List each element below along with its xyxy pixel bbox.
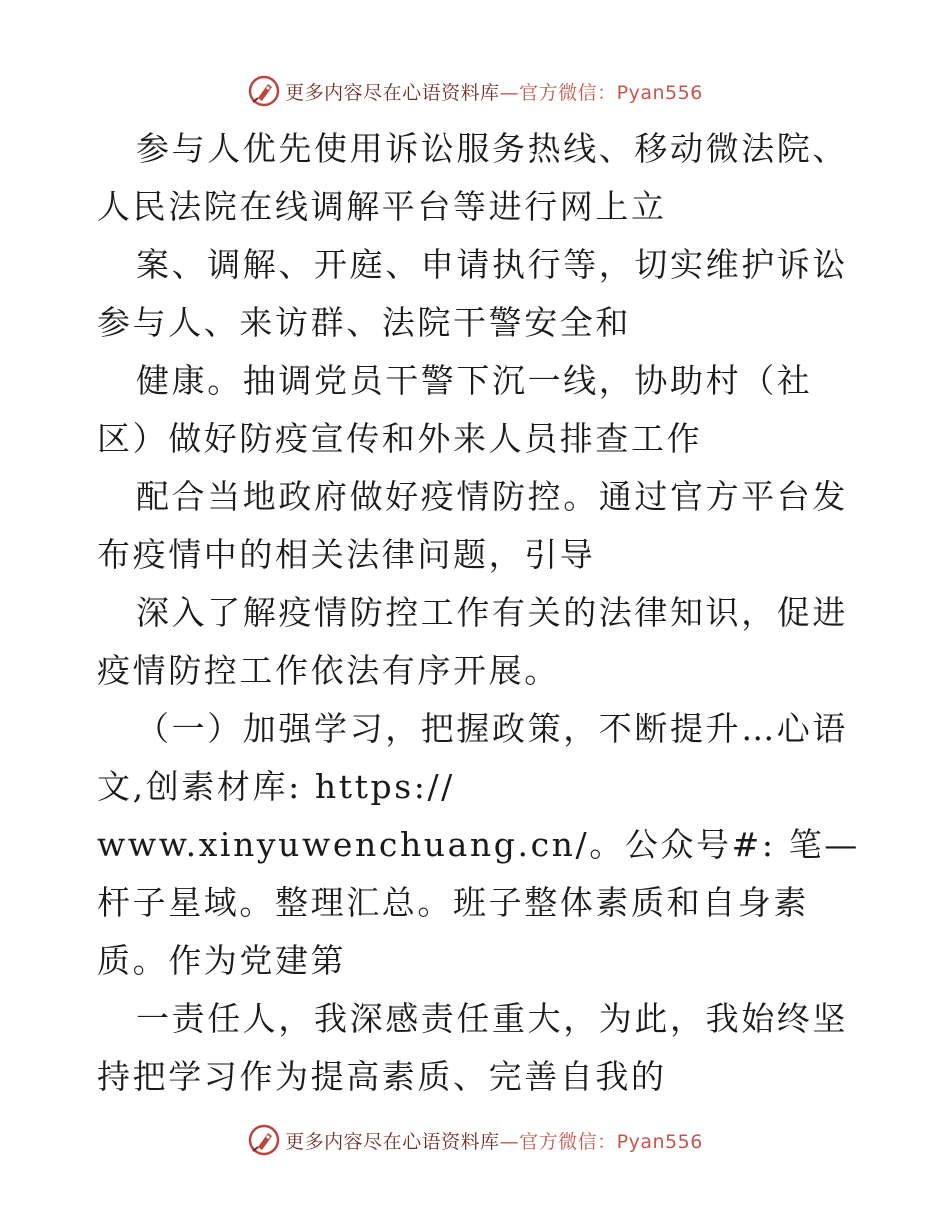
paragraph: 深入了解疫情防控工作有关的法律知识，促进疫情防控工作依法有序开展。 (97, 593, 848, 690)
paragraph: （一）加强学习，把握政策，不断提升…心语文,创素材库: https:// www.xinyuwenchuang.cn/。公众号#: 笔—杆子星域。整理汇总。班子整体素质和自身素质。作为党建第 (97, 709, 860, 980)
paragraph: 配合当地政府做好疫情防控。通过官方平台发布疫情中的相关法律问题，引导 (97, 477, 848, 574)
document-body (97, 120, 867, 1106)
paragraph: 健康。抽调党员干警下沉一线，协助村（社区）做好防疫宣传和外来人员排查工作 (97, 361, 813, 458)
header-watermark (0, 71, 950, 111)
watermark-text (285, 1127, 703, 1154)
watermark-text-part2: —官方微信：Pyan556 (499, 81, 703, 104)
watermark-text-part2: —官方微信：Pyan556 (499, 1130, 703, 1153)
watermark-text-part1: 更多内容尽在心语资料库 (285, 1130, 500, 1153)
pen-nib-logo-icon (247, 74, 281, 108)
paragraph: 一责任人，我深感责任重大，为此，我始终坚持把学习作为提高素质、完善自我的 (97, 999, 848, 1096)
pen-nib-logo-icon (247, 1123, 281, 1157)
paragraph: 案、调解、开庭、申请执行等，切实维护诉讼参与人、来访群、法院干警安全和 (97, 245, 848, 342)
watermark-text (285, 78, 703, 105)
watermark-text-part1: 更多内容尽在心语资料库 (285, 81, 500, 104)
footer-watermark (0, 1120, 950, 1160)
paragraph: 参与人优先使用诉讼服务热线、移动微法院、人民法院在线调解平台等进行网上立 (97, 129, 848, 226)
